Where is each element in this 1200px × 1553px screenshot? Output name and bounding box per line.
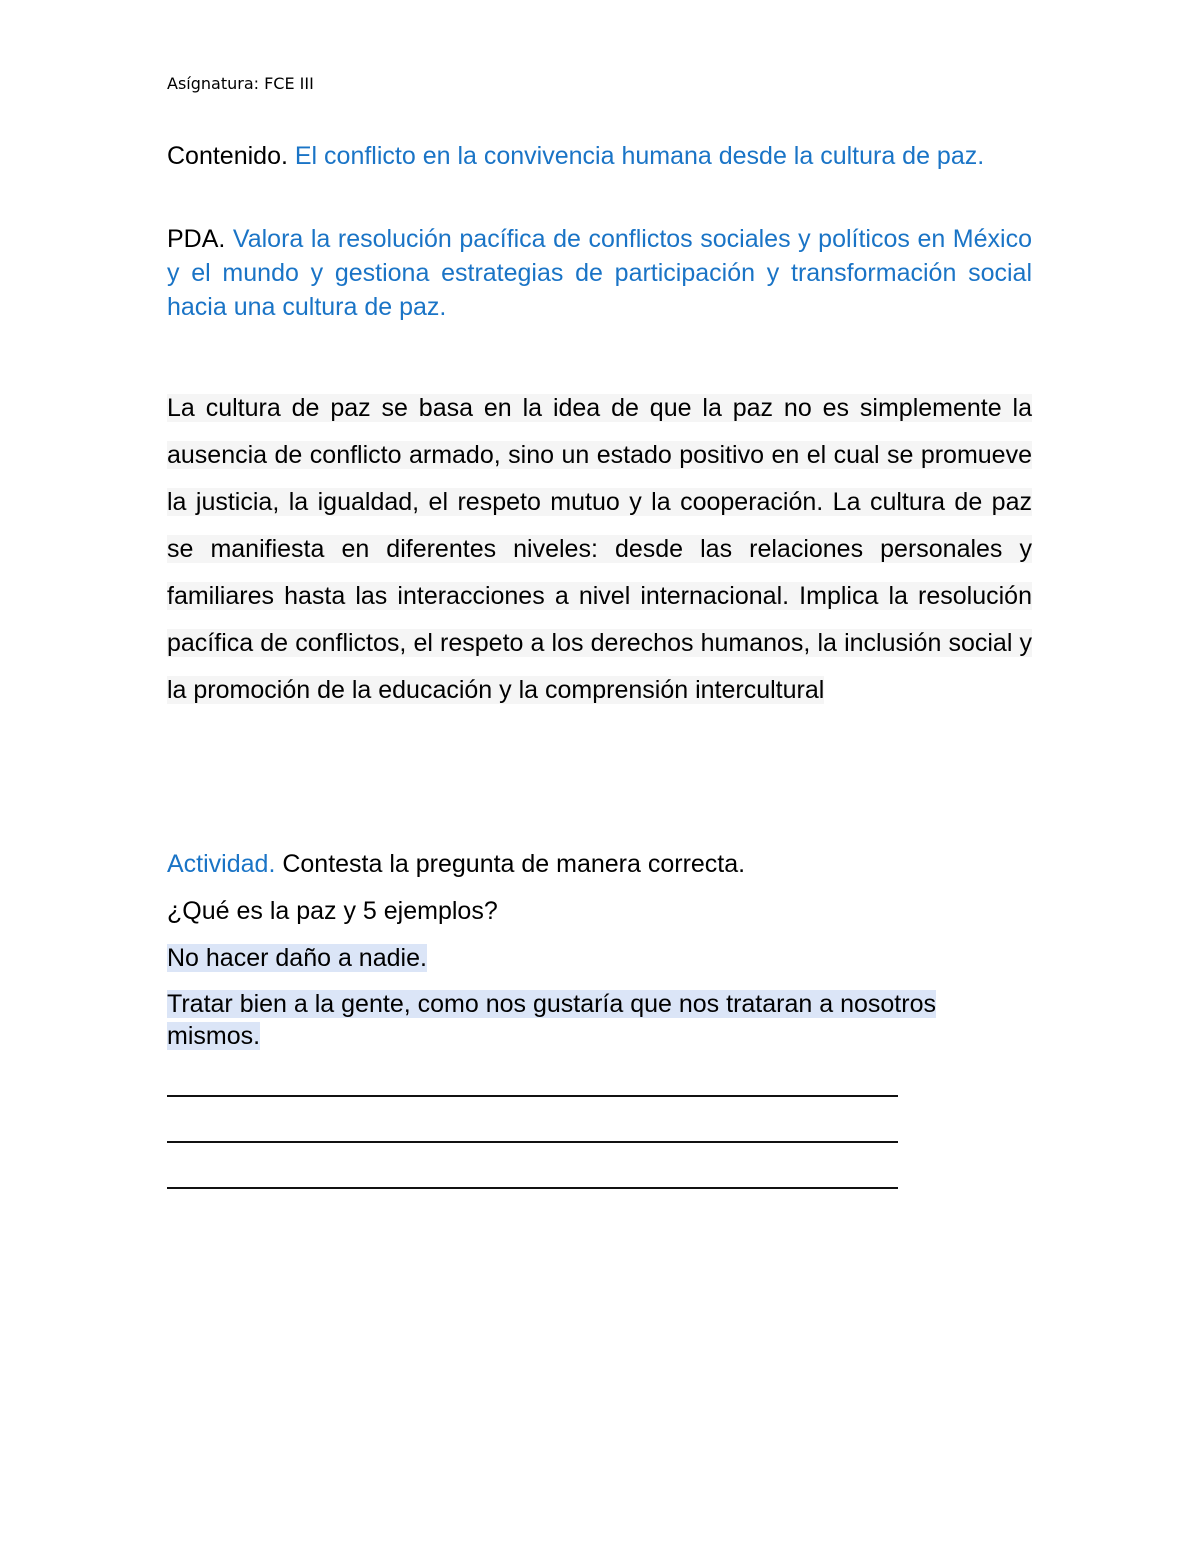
answer-2-text: Tratar bien a la gente, como nos gustaría que nos trataran a nosotros mismos. xyxy=(167,990,936,1050)
question-text: ¿Qué es la paz y 5 ejemplos? xyxy=(167,897,498,925)
body-paragraph-text: La cultura de paz se basa en la idea de que la paz no es simplemente la ausencia de conflicto armado, sino un estado positivo en el cual se promueve la justicia, la igualdad, el respeto mutuo y la cooperación. La cultura de paz se manifiesta en diferentes niveles: desde las relaciones personales y familiares hasta las interacciones a nivel internacional. Implica la resolución pacífica de conflictos, el respeto a los derechos humanos, la inclusión social y la promoción de la educación y la comprensión intercultural xyxy=(167,394,1032,704)
answer-line-3 xyxy=(167,1187,898,1189)
pda-section xyxy=(167,222,1032,324)
answer-line-1 xyxy=(167,1095,898,1097)
actividad-label: Actividad. xyxy=(167,850,276,878)
contenido-text: El conflicto en la convivencia humana desde la cultura de paz. xyxy=(294,142,985,170)
pda-text: Valora la resolución pacífica de conflictos sociales y políticos en México y el mundo y gestiona estrategias de participación y transformación social hacia una cultura de paz. xyxy=(167,225,1032,321)
actividad-section xyxy=(167,847,1032,881)
pda-label: PDA. xyxy=(167,225,233,253)
contenido-section xyxy=(167,139,1032,173)
body-paragraph xyxy=(167,385,1032,714)
subject-header: Asígnatura: FCE III xyxy=(167,74,314,93)
answer-line-2 xyxy=(167,1141,898,1143)
contenido-label: Contenido. xyxy=(167,142,295,170)
answer-1 xyxy=(167,941,427,975)
actividad-text: Contesta la pregunta de manera correcta. xyxy=(275,850,746,878)
answer-1-text: No hacer daño a nadie. xyxy=(167,944,427,972)
answer-2 xyxy=(167,988,1027,1052)
